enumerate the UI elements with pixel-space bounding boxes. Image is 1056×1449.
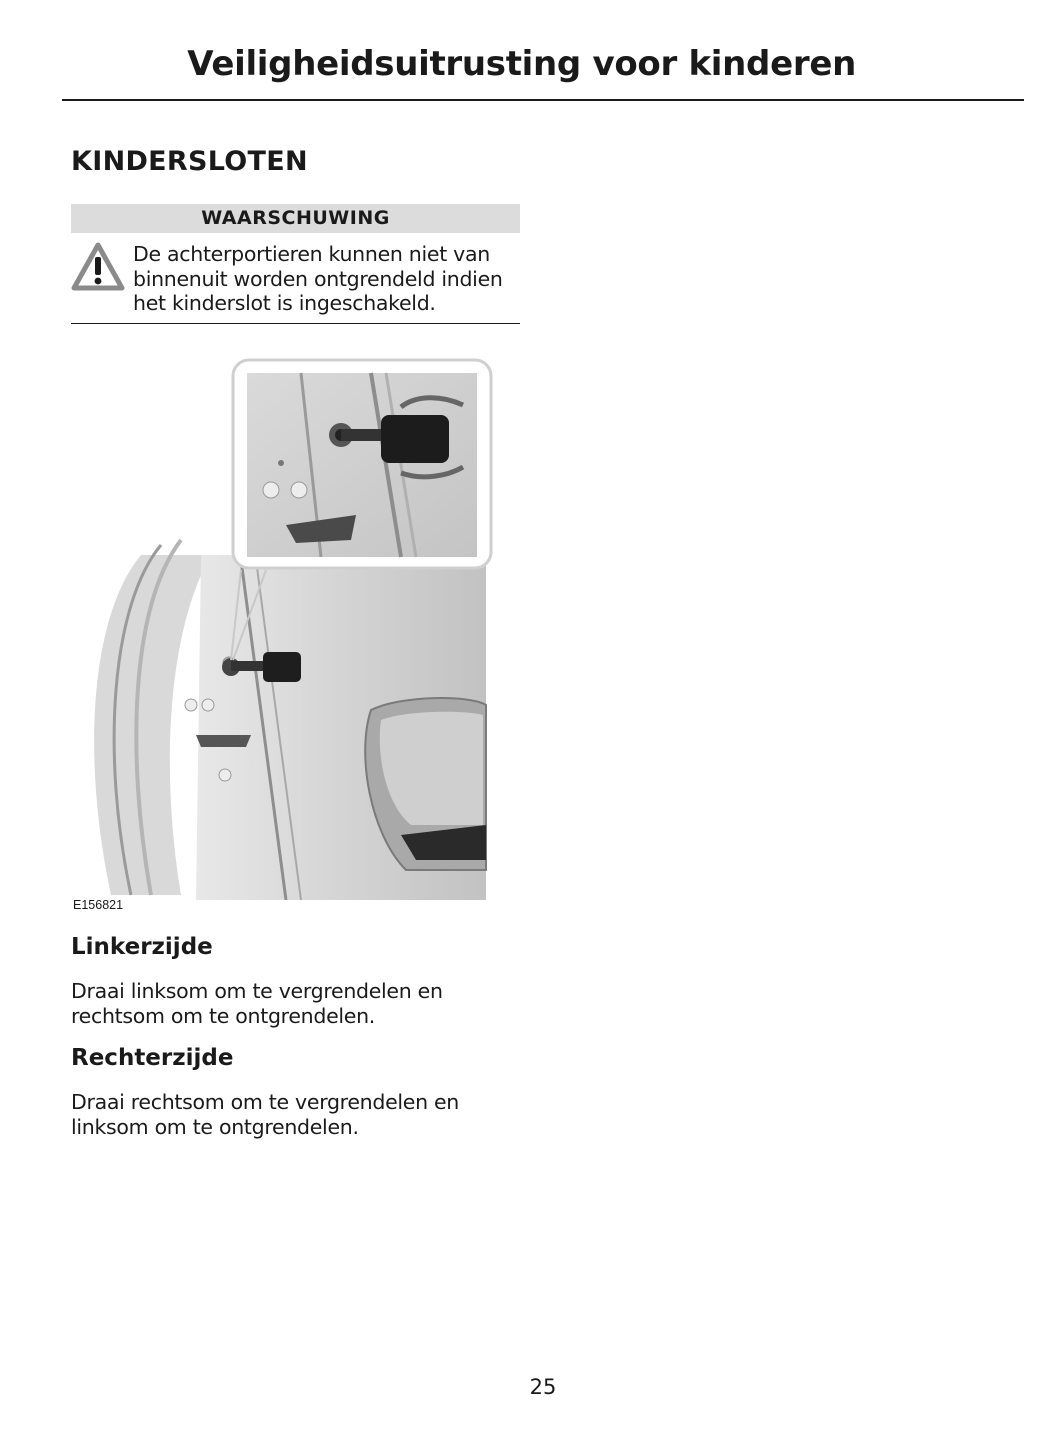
left-side-heading: Linkerzijde xyxy=(71,934,213,960)
warning-text: De achterportieren kunnen niet van binnenuit worden ontgrendeld indien het kinderslot is ingeschakeld. xyxy=(133,242,503,315)
figure-code: E156821 xyxy=(73,898,124,912)
left-side-text: Draai linksom om te vergrendelen en rechtsom om te ontgrendelen. xyxy=(71,979,443,1028)
header-divider xyxy=(62,99,1024,101)
section-title: KINDERSLOTEN xyxy=(71,146,308,177)
warning-triangle-icon xyxy=(71,242,125,292)
child-lock-illustration xyxy=(71,355,501,900)
warning-divider xyxy=(71,323,520,324)
right-side-heading: Rechterzijde xyxy=(71,1045,234,1071)
right-side-text: Draai rechtsom om te vergrendelen en linksom om te ontgrendelen. xyxy=(71,1090,459,1139)
page-header-title: Veiligheidsuitrusting voor kinderen xyxy=(187,44,856,84)
warning-label: WAARSCHUWING xyxy=(71,204,520,233)
page-number: 25 xyxy=(529,1375,557,1399)
